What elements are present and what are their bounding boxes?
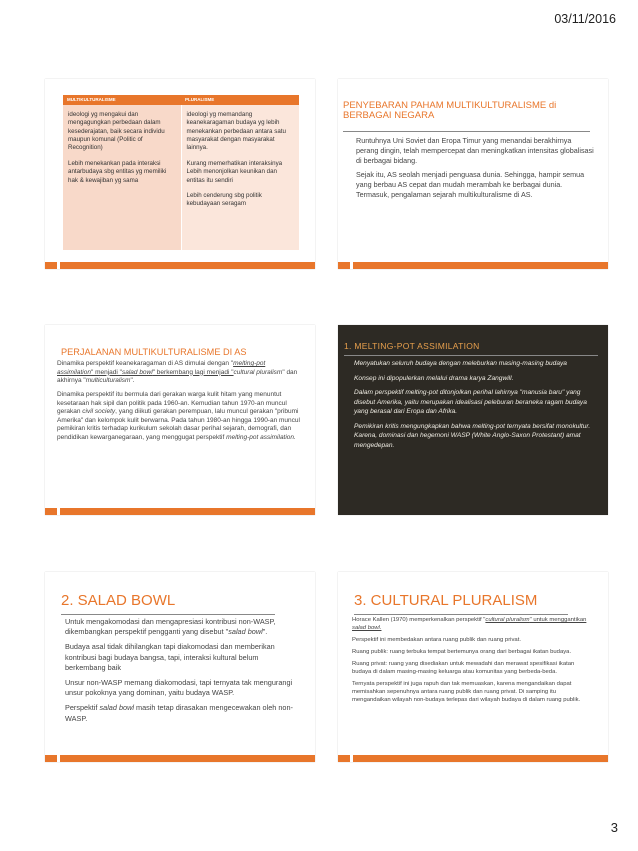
slide-footer-bar <box>45 755 315 762</box>
title-divider <box>343 131 590 132</box>
paragraph: Budaya asal tidak dihilangkan tapi diakomodasi dan memberikan kontribusi bagi budaya bangsa, tapi, interaksi kultural belum berkembang baik <box>65 642 275 672</box>
table-text: ideologi yg memandang keanekaragaman budaya yg lebih menekankan perbedaan antara satu masyarakat dengan masyarakat lainnya. <box>186 111 286 152</box>
paragraph: Ruang publik: ruang terbuka tempat bertemunya orang dari berbagai ikatan budaya. <box>352 648 572 655</box>
paragraph: Dinamika perspektif keanekaragaman di AS dimulai dengan "melting-pot assimilation" menjadi "salad bowl" berkembang lagi menjadi "cultural pluralism" dan akhirnya "multiculturalism". <box>57 360 298 385</box>
paragraph: Unsur non-WASP memang diakomodasi, tapi ternyata tak mengurangi unsur pokoknya yang dominan, yaitu budaya WASP. <box>65 678 293 698</box>
table-text: Lebih menekankan pada interaksi antarbudaya sbg entitas yg memiliki hak & kewajiban yg sama <box>68 159 167 184</box>
paragraph: Menyatukan seluruh budaya dengan meleburkan masing-masing budaya <box>354 360 567 367</box>
paragraph: Perspektif salad bowl masih tetap dirasakan mengecewakan oleh non-WASP. <box>65 703 293 723</box>
table-header-multikulturalisme: MULTIKULTURALISME <box>67 97 116 102</box>
slide-title: 2. SALAD BOWL <box>61 592 176 609</box>
paragraph: Perspektif ini membedakan antara ruang publik dan ruang privat. <box>352 636 521 643</box>
table-text: Lebih cenderung sbg politik kebudayaan seragam <box>186 191 262 208</box>
paragraph: Dinamika perspektif itu bermula dari gerakan warga kulit hitam yang menuntut kesetaraan hak sipil dan politik pada 1960-an. Kemudian tahun 1970-an muncul gerakan civil society, yang diikuti gerakan perempuan, lalu muncul gerakan "pribumi Amerika" dan kelompok kulit berwarna. Pada tahun 1980-an hingga 1990-an muncul pemikiran kritis terhadap kurikulum sekolah dasar perihal sejarah, demografi, dan pendidikan kewarganegaraan, yang menggugat perspektif melting-pot assimilation. <box>57 390 300 442</box>
table-cell-multikulturalisme <box>63 105 181 250</box>
paragraph: Sejak itu, AS seolah menjadi penguasa dunia. Sehingga, hampir semua yang berbau AS cepat dan mudah merambah ke berbagai dunia. Termasuk, pengalaman sejarah multikulturalisme di AS. <box>356 169 585 199</box>
slide-content <box>57 360 301 448</box>
paragraph: Untuk mengakomodasi dan mengapresiasi kontribusi non-WASP, dikembangkan perspektif pengganti yang disebut "salad bowl". <box>65 617 276 637</box>
paragraph: Runtuhnya Uni Soviet dan Eropa Timur yang menandai berakhirnya perang dingin, telah mempercepat dan meningkatkan intensitas globalisasi di berbagai bidang. <box>356 136 594 165</box>
slide-melting-pot[interactable] <box>338 325 608 515</box>
slide-title: PERJALANAN MULTIKULTURALISME DI AS <box>61 347 247 357</box>
comparison-table <box>63 95 299 250</box>
table-header-pluralisme: PLURALISME <box>185 97 215 102</box>
slide-content <box>354 359 594 455</box>
slide-footer-bar <box>45 262 315 269</box>
date-label: 03/11/2016 <box>554 12 616 26</box>
table-cell-pluralisme <box>181 105 300 250</box>
paragraph: Ternyata perspektif ini juga rapuh dan tak memuaskan, karena mengandaikan dapat memisahkan sepenuhnya antara ruang publik dan ruang privat. Di samping itu mengandaikan wilayah non-budaya terlepas dari wilayah budaya di dalam ruang publik. <box>352 680 581 703</box>
slide-content <box>356 136 594 204</box>
table-text: ideologi yg mengakui dan mengagungkan perbedaan dalam kesederajatan, baik secara individu maupun komunal (Politic of Recognition) <box>68 111 165 152</box>
slide-footer-bar <box>338 755 608 762</box>
page-number: 3 <box>610 820 618 835</box>
slide-title: PENYEBARAN PAHAM MULTIKULTURALISME di BERBAGAI NEGARA <box>343 100 557 122</box>
slide-penyebaran[interactable] <box>338 79 608 269</box>
slide-perjalanan[interactable] <box>45 325 315 515</box>
slide-content <box>352 617 594 709</box>
slide-salad-bowl[interactable] <box>45 572 315 762</box>
slide-title: 3. CULTURAL PLURALISM <box>354 592 538 609</box>
title-divider <box>344 355 598 356</box>
title-divider <box>61 614 275 615</box>
paragraph: Pemikiran kritis mengungkapkan bahwa melting-pot ternyata bersifat monokultur. Karena, dominasi dan hegemoni WASP (White Anglo-Saxon Protestant) amat mengedepan. <box>354 422 591 449</box>
paragraph: Konsep ini dipopulerkan melalui drama karya Zangwill. <box>354 374 514 382</box>
slide-footer-bar <box>45 508 315 515</box>
slide-title: 1. MELTING-POT ASSIMILATION <box>344 341 480 351</box>
paragraph: Horace Kallen (1970) memperkenalkan perspektif "cultural pluralism" untuk menggantikan salad bowl. <box>352 617 587 631</box>
title-divider <box>354 614 568 615</box>
slide-multikulturalisme-vs-pluralisme[interactable] <box>45 79 315 269</box>
slide-cultural-pluralism[interactable] <box>338 572 608 762</box>
paragraph: Ruang privat: ruang yang disediakan untuk mewadahi dan merawat spesifikasi ikatan budaya di dalam masing-masing keluarga atau komunitas yang berbeda-beda. <box>352 660 575 675</box>
paragraph: Dalam perspektif melting-pot ditonjolkan perihal lahirnya "manusia baru" yang disebut Amerika, yaitu merupakan idealisasi peleburan beraneka ragam budaya yang berasal dari Eropa dan Afrika. <box>354 389 587 416</box>
slide-footer-bar <box>338 262 608 269</box>
slide-content <box>65 617 297 729</box>
table-text: Kurang memerhatikan interaksinya Lebih menonjolkan keunikan dan entitas itu sendiri <box>186 159 283 184</box>
